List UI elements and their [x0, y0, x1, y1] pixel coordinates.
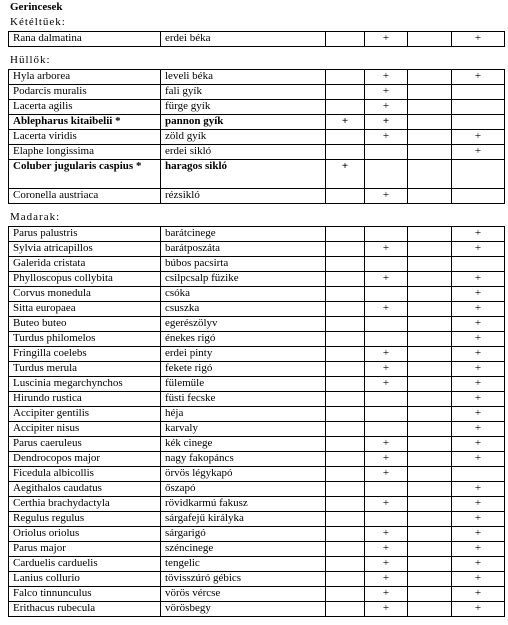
presence-mark-cell	[326, 572, 365, 587]
table-row	[9, 377, 505, 392]
presence-mark-cell	[408, 407, 452, 422]
presence-mark-cell	[408, 497, 452, 512]
latin-name-cell: Ficedula albicollis	[9, 467, 161, 482]
table-row	[9, 160, 505, 189]
presence-mark-cell	[408, 115, 452, 130]
latin-name-cell: Regulus regulus	[9, 512, 161, 527]
presence-mark-cell	[408, 242, 452, 257]
hungarian-name-cell: örvös légykapó	[161, 467, 326, 482]
presence-mark-cell	[408, 130, 452, 145]
presence-mark-cell	[326, 467, 365, 482]
presence-mark-cell: +	[452, 70, 505, 85]
presence-mark-cell	[326, 332, 365, 347]
presence-mark-cell	[408, 347, 452, 362]
presence-mark-cell	[326, 557, 365, 572]
presence-mark-cell	[326, 242, 365, 257]
presence-mark-cell	[365, 160, 408, 189]
presence-mark-cell	[408, 542, 452, 557]
presence-mark-cell	[326, 497, 365, 512]
presence-mark-cell	[365, 482, 408, 497]
presence-mark-cell	[408, 272, 452, 287]
presence-mark-cell: +	[365, 115, 408, 130]
presence-mark-cell	[408, 377, 452, 392]
presence-mark-cell: +	[365, 602, 408, 617]
presence-mark-cell	[326, 32, 365, 47]
latin-name-cell: Coluber jugularis caspius *	[9, 160, 161, 189]
presence-mark-cell	[365, 287, 408, 302]
presence-mark-cell	[326, 602, 365, 617]
presence-mark-cell	[408, 332, 452, 347]
table-row	[9, 302, 505, 317]
presence-mark-cell: +	[452, 377, 505, 392]
presence-mark-cell: +	[452, 347, 505, 362]
latin-name-cell: Rana dalmatina	[9, 32, 161, 47]
hungarian-name-cell: nagy fakopáncs	[161, 452, 326, 467]
species-table	[8, 31, 505, 47]
latin-name-cell: Elaphe longissima	[9, 145, 161, 160]
hungarian-name-cell: rézsikló	[161, 189, 326, 204]
section-label: Hüllők:	[10, 54, 51, 66]
presence-mark-cell: +	[452, 602, 505, 617]
presence-mark-cell	[408, 362, 452, 377]
presence-mark-cell: +	[365, 452, 408, 467]
presence-mark-cell	[408, 257, 452, 272]
presence-mark-cell	[408, 527, 452, 542]
presence-mark-cell: +	[365, 587, 408, 602]
presence-mark-cell: +	[365, 100, 408, 115]
presence-mark-cell: +	[452, 32, 505, 47]
presence-mark-cell: +	[452, 557, 505, 572]
hungarian-name-cell: leveli béka	[161, 70, 326, 85]
presence-mark-cell: +	[365, 272, 408, 287]
presence-mark-cell	[408, 392, 452, 407]
latin-name-cell: Hirundo rustica	[9, 392, 161, 407]
presence-mark-cell: +	[365, 377, 408, 392]
presence-mark-cell: +	[452, 482, 505, 497]
presence-mark-cell: +	[452, 407, 505, 422]
presence-mark-cell	[452, 85, 505, 100]
presence-mark-cell	[326, 527, 365, 542]
latin-name-cell: Galerida cristata	[9, 257, 161, 272]
species-table	[8, 226, 505, 617]
presence-mark-cell: +	[365, 70, 408, 85]
presence-mark-cell	[365, 332, 408, 347]
latin-name-cell: Oriolus oriolus	[9, 527, 161, 542]
table-row	[9, 407, 505, 422]
presence-mark-cell: +	[365, 572, 408, 587]
hungarian-name-cell: búbos pacsirta	[161, 257, 326, 272]
table-row	[9, 392, 505, 407]
latin-name-cell: Hyla arborea	[9, 70, 161, 85]
presence-mark-cell	[326, 512, 365, 527]
hungarian-name-cell: széncinege	[161, 542, 326, 557]
table-row	[9, 100, 505, 115]
latin-name-cell: Carduelis carduelis	[9, 557, 161, 572]
presence-mark-cell	[326, 587, 365, 602]
presence-mark-cell	[365, 392, 408, 407]
presence-mark-cell: +	[365, 189, 408, 204]
latin-name-cell: Falco tinnunculus	[9, 587, 161, 602]
presence-mark-cell: +	[365, 542, 408, 557]
hungarian-name-cell: pannon gyík	[161, 115, 326, 130]
presence-mark-cell	[408, 70, 452, 85]
presence-mark-cell	[326, 347, 365, 362]
presence-mark-cell	[326, 272, 365, 287]
table-row	[9, 189, 505, 204]
latin-name-cell: Lacerta agilis	[9, 100, 161, 115]
table-row	[9, 497, 505, 512]
presence-mark-cell: +	[365, 467, 408, 482]
presence-mark-cell	[408, 227, 452, 242]
presence-mark-cell	[365, 257, 408, 272]
table-row	[9, 587, 505, 602]
presence-mark-cell	[452, 189, 505, 204]
presence-mark-cell: +	[452, 587, 505, 602]
table-row	[9, 452, 505, 467]
presence-mark-cell	[408, 302, 452, 317]
table-row	[9, 287, 505, 302]
presence-mark-cell	[408, 85, 452, 100]
table-row	[9, 70, 505, 85]
presence-mark-cell	[408, 32, 452, 47]
presence-mark-cell	[326, 542, 365, 557]
latin-name-cell: Dendrocopos major	[9, 452, 161, 467]
presence-mark-cell: +	[365, 242, 408, 257]
presence-mark-cell	[408, 422, 452, 437]
presence-mark-cell	[408, 100, 452, 115]
table-row	[9, 242, 505, 257]
presence-mark-cell: +	[452, 272, 505, 287]
presence-mark-cell	[326, 422, 365, 437]
presence-mark-cell: +	[452, 437, 505, 452]
presence-mark-cell	[452, 257, 505, 272]
presence-mark-cell: +	[452, 227, 505, 242]
presence-mark-cell	[326, 407, 365, 422]
table-row	[9, 362, 505, 377]
table-row	[9, 437, 505, 452]
hungarian-name-cell: karvaly	[161, 422, 326, 437]
presence-mark-cell	[326, 482, 365, 497]
presence-mark-cell	[326, 317, 365, 332]
table-row	[9, 130, 505, 145]
hungarian-name-cell: erdei pinty	[161, 347, 326, 362]
hungarian-name-cell: fülemüle	[161, 377, 326, 392]
presence-mark-cell	[326, 257, 365, 272]
latin-name-cell: Lacerta viridis	[9, 130, 161, 145]
latin-name-cell: Erithacus rubecula	[9, 602, 161, 617]
presence-mark-cell: +	[365, 32, 408, 47]
presence-mark-cell: +	[452, 362, 505, 377]
table-row	[9, 115, 505, 130]
hungarian-name-cell: vörös vércse	[161, 587, 326, 602]
presence-mark-cell	[326, 85, 365, 100]
presence-mark-cell: +	[365, 437, 408, 452]
presence-mark-cell	[326, 130, 365, 145]
presence-mark-cell	[326, 287, 365, 302]
hungarian-name-cell: erdei sikló	[161, 145, 326, 160]
table-row	[9, 145, 505, 160]
latin-name-cell: Turdus merula	[9, 362, 161, 377]
hungarian-name-cell: füsti fecske	[161, 392, 326, 407]
latin-name-cell: Podarcis muralis	[9, 85, 161, 100]
presence-mark-cell: +	[365, 362, 408, 377]
hungarian-name-cell: vörösbegy	[161, 602, 326, 617]
presence-mark-cell: +	[452, 572, 505, 587]
hungarian-name-cell: tövisszúró gébics	[161, 572, 326, 587]
latin-name-cell: Buteo buteo	[9, 317, 161, 332]
latin-name-cell: Accipiter gentilis	[9, 407, 161, 422]
hungarian-name-cell: fekete rigó	[161, 362, 326, 377]
presence-mark-cell: +	[365, 85, 408, 100]
hungarian-name-cell: csuszka	[161, 302, 326, 317]
presence-mark-cell: +	[365, 527, 408, 542]
hungarian-name-cell: sárgarigó	[161, 527, 326, 542]
presence-mark-cell	[408, 587, 452, 602]
presence-mark-cell	[408, 287, 452, 302]
table-row	[9, 542, 505, 557]
presence-mark-cell	[408, 145, 452, 160]
presence-mark-cell	[326, 362, 365, 377]
presence-mark-cell	[408, 317, 452, 332]
presence-mark-cell	[326, 377, 365, 392]
presence-mark-cell: +	[452, 527, 505, 542]
hungarian-name-cell: fali gyík	[161, 85, 326, 100]
hungarian-name-cell: héja	[161, 407, 326, 422]
presence-mark-cell	[326, 70, 365, 85]
latin-name-cell: Luscinia megarchynchos	[9, 377, 161, 392]
presence-mark-cell	[408, 437, 452, 452]
latin-name-cell: Parus palustris	[9, 227, 161, 242]
presence-mark-cell	[452, 160, 505, 189]
presence-mark-cell	[452, 467, 505, 482]
hungarian-name-cell: haragos sikló	[161, 160, 326, 189]
presence-mark-cell	[365, 145, 408, 160]
table-row	[9, 257, 505, 272]
latin-name-cell: Coronella austriaca	[9, 189, 161, 204]
hungarian-name-cell: fürge gyík	[161, 100, 326, 115]
table-row	[9, 422, 505, 437]
hungarian-name-cell: sárgafejű királyka	[161, 512, 326, 527]
presence-mark-cell	[408, 467, 452, 482]
presence-mark-cell: +	[452, 542, 505, 557]
latin-name-cell: Sylvia atricapillos	[9, 242, 161, 257]
presence-mark-cell	[408, 160, 452, 189]
table-row	[9, 527, 505, 542]
table-row	[9, 272, 505, 287]
document-heading: Gerincesek	[10, 1, 63, 13]
sections-container	[8, 14, 504, 617]
presence-mark-cell	[365, 317, 408, 332]
hungarian-name-cell: csilpcsalp füzike	[161, 272, 326, 287]
latin-name-cell: Phylloscopus collybita	[9, 272, 161, 287]
presence-mark-cell: +	[452, 302, 505, 317]
presence-mark-cell	[408, 602, 452, 617]
species-table	[8, 69, 505, 204]
presence-mark-cell: +	[365, 347, 408, 362]
latin-name-cell: Accipiter nisus	[9, 422, 161, 437]
hungarian-name-cell: csóka	[161, 287, 326, 302]
latin-name-cell: Ablepharus kitaibelii *	[9, 115, 161, 130]
presence-mark-cell: +	[452, 422, 505, 437]
presence-mark-cell: +	[365, 557, 408, 572]
hungarian-name-cell: őszapó	[161, 482, 326, 497]
presence-mark-cell: +	[452, 317, 505, 332]
latin-name-cell: Fringilla coelebs	[9, 347, 161, 362]
hungarian-name-cell: kék cinege	[161, 437, 326, 452]
latin-name-cell: Parus major	[9, 542, 161, 557]
presence-mark-cell: +	[452, 392, 505, 407]
presence-mark-cell	[365, 407, 408, 422]
presence-mark-cell: +	[452, 130, 505, 145]
hungarian-name-cell: zöld gyík	[161, 130, 326, 145]
hungarian-name-cell: erdei béka	[161, 32, 326, 47]
presence-mark-cell: +	[452, 287, 505, 302]
presence-mark-cell: +	[452, 145, 505, 160]
presence-mark-cell: +	[326, 160, 365, 189]
presence-mark-cell	[408, 512, 452, 527]
presence-mark-cell	[326, 145, 365, 160]
table-row	[9, 332, 505, 347]
latin-name-cell: Lanius collurio	[9, 572, 161, 587]
presence-mark-cell	[408, 482, 452, 497]
presence-mark-cell	[408, 557, 452, 572]
presence-mark-cell	[326, 392, 365, 407]
presence-mark-cell	[326, 302, 365, 317]
presence-mark-cell: +	[452, 242, 505, 257]
presence-mark-cell: +	[365, 130, 408, 145]
table-row	[9, 32, 505, 47]
hungarian-name-cell: énekes rigó	[161, 332, 326, 347]
presence-mark-cell: +	[326, 115, 365, 130]
presence-mark-cell: +	[452, 497, 505, 512]
presence-mark-cell: +	[365, 497, 408, 512]
table-row	[9, 482, 505, 497]
latin-name-cell: Parus caeruleus	[9, 437, 161, 452]
presence-mark-cell: +	[452, 452, 505, 467]
presence-mark-cell	[408, 189, 452, 204]
section-label: Madarak:	[10, 211, 61, 223]
latin-name-cell: Turdus philomelos	[9, 332, 161, 347]
presence-mark-cell	[365, 227, 408, 242]
presence-mark-cell	[365, 422, 408, 437]
table-row	[9, 467, 505, 482]
presence-mark-cell	[326, 100, 365, 115]
table-row	[9, 512, 505, 527]
hungarian-name-cell: barátposzáta	[161, 242, 326, 257]
table-row	[9, 572, 505, 587]
hungarian-name-cell: tengelic	[161, 557, 326, 572]
latin-name-cell: Certhia brachydactyla	[9, 497, 161, 512]
section-label: Kétéltűek:	[10, 16, 66, 28]
table-row	[9, 347, 505, 362]
table-row	[9, 317, 505, 332]
presence-mark-cell: +	[452, 512, 505, 527]
species-document	[8, 0, 504, 617]
presence-mark-cell	[452, 100, 505, 115]
presence-mark-cell	[326, 189, 365, 204]
presence-mark-cell	[452, 115, 505, 130]
hungarian-name-cell: rövidkarmú fakusz	[161, 497, 326, 512]
table-row	[9, 602, 505, 617]
presence-mark-cell	[408, 572, 452, 587]
presence-mark-cell	[365, 512, 408, 527]
table-row	[9, 557, 505, 572]
presence-mark-cell	[326, 437, 365, 452]
table-row	[9, 85, 505, 100]
presence-mark-cell	[408, 452, 452, 467]
presence-mark-cell: +	[365, 302, 408, 317]
table-row	[9, 227, 505, 242]
latin-name-cell: Sitta europaea	[9, 302, 161, 317]
presence-mark-cell	[326, 227, 365, 242]
hungarian-name-cell: barátcinege	[161, 227, 326, 242]
hungarian-name-cell: egerészölyv	[161, 317, 326, 332]
presence-mark-cell	[326, 452, 365, 467]
latin-name-cell: Corvus monedula	[9, 287, 161, 302]
presence-mark-cell: +	[452, 332, 505, 347]
latin-name-cell: Aegithalos caudatus	[9, 482, 161, 497]
